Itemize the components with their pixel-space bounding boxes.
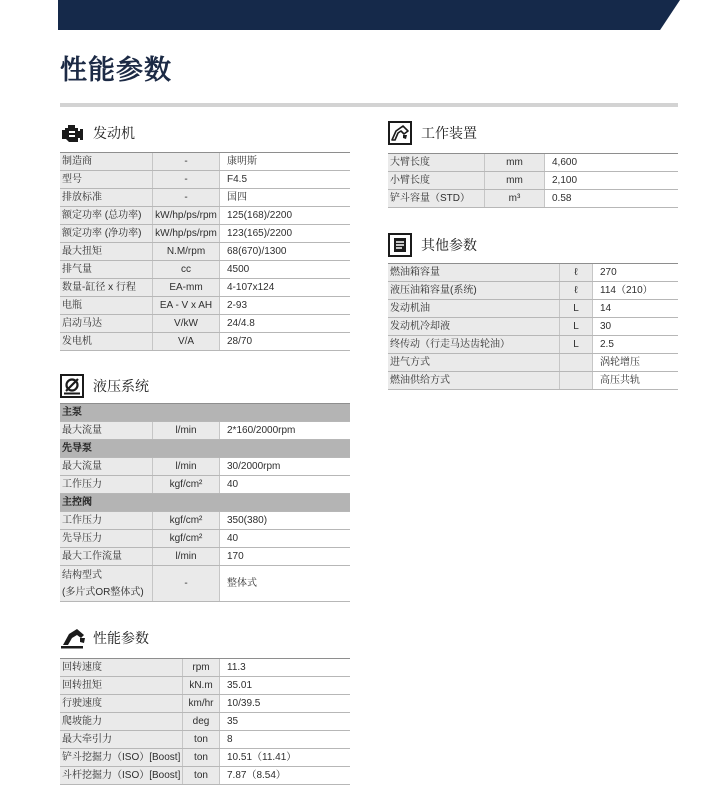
- spec-label: [60, 566, 153, 601]
- spec-unit: ton: [183, 767, 220, 784]
- spec-unit: mm: [485, 154, 545, 171]
- spec-value: 0.58: [545, 190, 678, 207]
- spec-label: 铲斗挖掘力（ISO）[Boost]: [60, 749, 183, 766]
- engine-row: [60, 297, 350, 315]
- spec-value: 11.3: [220, 659, 350, 676]
- spec-value: 14: [593, 300, 678, 317]
- performance-row: [60, 677, 350, 695]
- hydraulic-row: [60, 458, 350, 476]
- other-row: [388, 372, 678, 390]
- title-divider: [60, 103, 678, 107]
- spec-value: 2,100: [545, 172, 678, 189]
- spec-label: 大臂长度: [388, 154, 485, 171]
- hydraulic-spec-table: [60, 403, 350, 602]
- spec-unit: V/A: [153, 333, 220, 350]
- spec-value: 2*160/2000rpm: [220, 422, 350, 439]
- spec-label: 最大工作流量: [60, 548, 153, 565]
- other-row: [388, 318, 678, 336]
- spec-label: 排放标准: [60, 189, 153, 206]
- spec-unit: [560, 372, 593, 389]
- engine-row: [60, 279, 350, 297]
- spec-unit: ℓ: [560, 264, 593, 281]
- spec-value: 4500: [220, 261, 350, 278]
- structure-label-line2: (多片式OR整体式): [62, 586, 144, 598]
- hydraulic-section-title: 液压系统: [93, 378, 149, 394]
- spec-label: 最大扭矩: [60, 243, 153, 260]
- spec-value: 康明斯: [220, 153, 350, 170]
- spec-unit: kN.m: [183, 677, 220, 694]
- spec-unit: kgf/cm²: [153, 530, 220, 547]
- spec-value: 2-93: [220, 297, 350, 314]
- spec-label: 液压油箱容量(系统): [388, 282, 560, 299]
- spec-label: 回转扭矩: [60, 677, 183, 694]
- hydraulic-row: [60, 512, 350, 530]
- spec-value: 国四: [220, 189, 350, 206]
- spec-unit: kgf/cm²: [153, 476, 220, 493]
- spec-value: 40: [220, 530, 350, 547]
- spec-label: 电瓶: [60, 297, 153, 314]
- engine-row: [60, 171, 350, 189]
- page-title: 性能参数: [60, 55, 172, 85]
- spec-unit: -: [153, 189, 220, 206]
- spec-unit: m³: [485, 190, 545, 207]
- spec-value: 10/39.5: [220, 695, 350, 712]
- spec-label: 型号: [60, 171, 153, 188]
- performance-row: [60, 695, 350, 713]
- spec-label: 额定功率 (净功率): [60, 225, 153, 242]
- structure-label-line1: 结构型式: [62, 569, 102, 581]
- performance-row: [60, 749, 350, 767]
- spec-value: 涡轮增压: [593, 354, 678, 371]
- hydraulic-group-header: 主控阀: [60, 494, 350, 512]
- engine-row: [60, 153, 350, 171]
- work-equipment-row: [388, 154, 678, 172]
- spec-value: 40: [220, 476, 350, 493]
- engine-spec-table: [60, 152, 350, 351]
- spec-label: 最大流量: [60, 422, 153, 439]
- spec-value: 350(380): [220, 512, 350, 529]
- performance-row: [60, 731, 350, 749]
- engine-row: [60, 225, 350, 243]
- spec-label: 小臂长度: [388, 172, 485, 189]
- other-section-title: 其他参数: [421, 237, 477, 253]
- other-row: [388, 336, 678, 354]
- document-icon: [388, 233, 414, 257]
- engine-row: [60, 207, 350, 225]
- spec-label: 进气方式: [388, 354, 560, 371]
- other-row: [388, 282, 678, 300]
- spec-unit: mm: [485, 172, 545, 189]
- spec-label: 斗杆挖掘力（ISO）[Boost]: [60, 767, 183, 784]
- spec-value: 114（210）: [593, 282, 678, 299]
- spec-unit: cc: [153, 261, 220, 278]
- spec-label: 行驶速度: [60, 695, 183, 712]
- engine-row: [60, 261, 350, 279]
- spec-unit: kW/hp/ps/rpm: [153, 225, 220, 242]
- spec-value: 125(168)/2200: [220, 207, 350, 224]
- spec-unit: L: [560, 300, 593, 317]
- spec-value: 35.01: [220, 677, 350, 694]
- spec-unit: l/min: [153, 422, 220, 439]
- spec-value: 4,600: [545, 154, 678, 171]
- spec-label: 数量-缸径 x 行程: [60, 279, 153, 296]
- work-equipment-row: [388, 190, 678, 208]
- spec-label: 发动机冷却液: [388, 318, 560, 335]
- spec-unit: kW/hp/ps/rpm: [153, 207, 220, 224]
- performance-section-header: [60, 626, 149, 650]
- engine-row: [60, 243, 350, 261]
- spec-unit: ton: [183, 749, 220, 766]
- spec-value: 30: [593, 318, 678, 335]
- spec-label: 最大流量: [60, 458, 153, 475]
- bucket-icon: [388, 121, 414, 145]
- work-equipment-section-header: [388, 121, 477, 145]
- spec-unit: l/min: [153, 458, 220, 475]
- spec-label: 终传动（行走马达齿轮油）: [388, 336, 560, 353]
- spec-unit: -: [153, 566, 220, 601]
- spec-value: 30/2000rpm: [220, 458, 350, 475]
- spec-value: 24/4.8: [220, 315, 350, 332]
- spec-unit: rpm: [183, 659, 220, 676]
- spec-unit: L: [560, 318, 593, 335]
- spec-label: 工作压力: [60, 512, 153, 529]
- spec-unit: EA-mm: [153, 279, 220, 296]
- spec-value: 4-107x124: [220, 279, 350, 296]
- work-equipment-spec-table: [388, 153, 678, 208]
- hydraulic-group-header: 主泵: [60, 404, 350, 422]
- spec-value: 高压共轨: [593, 372, 678, 389]
- hydraulic-row: [60, 422, 350, 440]
- spec-unit: ton: [183, 731, 220, 748]
- spec-unit: kgf/cm²: [153, 512, 220, 529]
- spec-value: 35: [220, 713, 350, 730]
- performance-section-title: 性能参数: [93, 630, 149, 646]
- spec-label: 回转速度: [60, 659, 183, 676]
- spec-value: 68(670)/1300: [220, 243, 350, 260]
- spec-label: 燃油箱容量: [388, 264, 560, 281]
- spec-unit: ℓ: [560, 282, 593, 299]
- spec-label: 制造商: [60, 153, 153, 170]
- spec-label: 工作压力: [60, 476, 153, 493]
- spec-label: 先导压力: [60, 530, 153, 547]
- spec-value: 28/70: [220, 333, 350, 350]
- spec-unit: L: [560, 336, 593, 353]
- spec-value: 2.5: [593, 336, 678, 353]
- spec-unit: -: [153, 153, 220, 170]
- spec-value: 整体式: [220, 566, 350, 601]
- engine-row: [60, 189, 350, 207]
- spec-value: 123(165)/2200: [220, 225, 350, 242]
- spec-unit: V/kW: [153, 315, 220, 332]
- spec-label: 排气量: [60, 261, 153, 278]
- hydraulic-row: [60, 530, 350, 548]
- other-row: [388, 300, 678, 318]
- spec-label: 燃油供给方式: [388, 372, 560, 389]
- spec-value: 170: [220, 548, 350, 565]
- work-equipment-section-title: 工作装置: [421, 125, 477, 141]
- spec-unit: km/hr: [183, 695, 220, 712]
- other-row: [388, 264, 678, 282]
- spec-value: 8: [220, 731, 350, 748]
- hydraulic-row: [60, 476, 350, 494]
- spec-label: 铲斗容量（STD）: [388, 190, 485, 207]
- spec-label: 额定功率 (总功率): [60, 207, 153, 224]
- spec-unit: l/min: [153, 548, 220, 565]
- spec-label: 发动机油: [388, 300, 560, 317]
- hydraulic-group-header: 先导泵: [60, 440, 350, 458]
- performance-row: [60, 767, 350, 785]
- spec-label: 发电机: [60, 333, 153, 350]
- hydraulic-row: [60, 566, 350, 602]
- excavator-arm-icon: [60, 626, 86, 650]
- other-row: [388, 354, 678, 372]
- work-equipment-row: [388, 172, 678, 190]
- performance-row: [60, 713, 350, 731]
- performance-spec-table: [60, 658, 350, 785]
- spec-unit: deg: [183, 713, 220, 730]
- engine-row: [60, 333, 350, 351]
- pressure-gauge-icon: [60, 374, 86, 398]
- engine-section-header: [60, 121, 135, 145]
- spec-unit: [560, 354, 593, 371]
- other-section-header: [388, 233, 477, 257]
- hydraulic-section-header: [60, 374, 149, 398]
- performance-row: [60, 659, 350, 677]
- spec-unit: N.M/rpm: [153, 243, 220, 260]
- other-spec-table: [388, 263, 678, 390]
- spec-value: 7.87（8.54）: [220, 767, 350, 784]
- engine-icon: [60, 121, 86, 145]
- spec-label: 爬坡能力: [60, 713, 183, 730]
- spec-value: 10.51（11.41）: [220, 749, 350, 766]
- spec-value: 270: [593, 264, 678, 281]
- spec-value: F4.5: [220, 171, 350, 188]
- spec-unit: EA - V x AH: [153, 297, 220, 314]
- engine-section-title: 发动机: [93, 125, 135, 141]
- hydraulic-row: [60, 548, 350, 566]
- spec-label: 启动马达: [60, 315, 153, 332]
- spec-unit: -: [153, 171, 220, 188]
- engine-row: [60, 315, 350, 333]
- header-banner: [58, 0, 680, 30]
- spec-label: 最大牵引力: [60, 731, 183, 748]
